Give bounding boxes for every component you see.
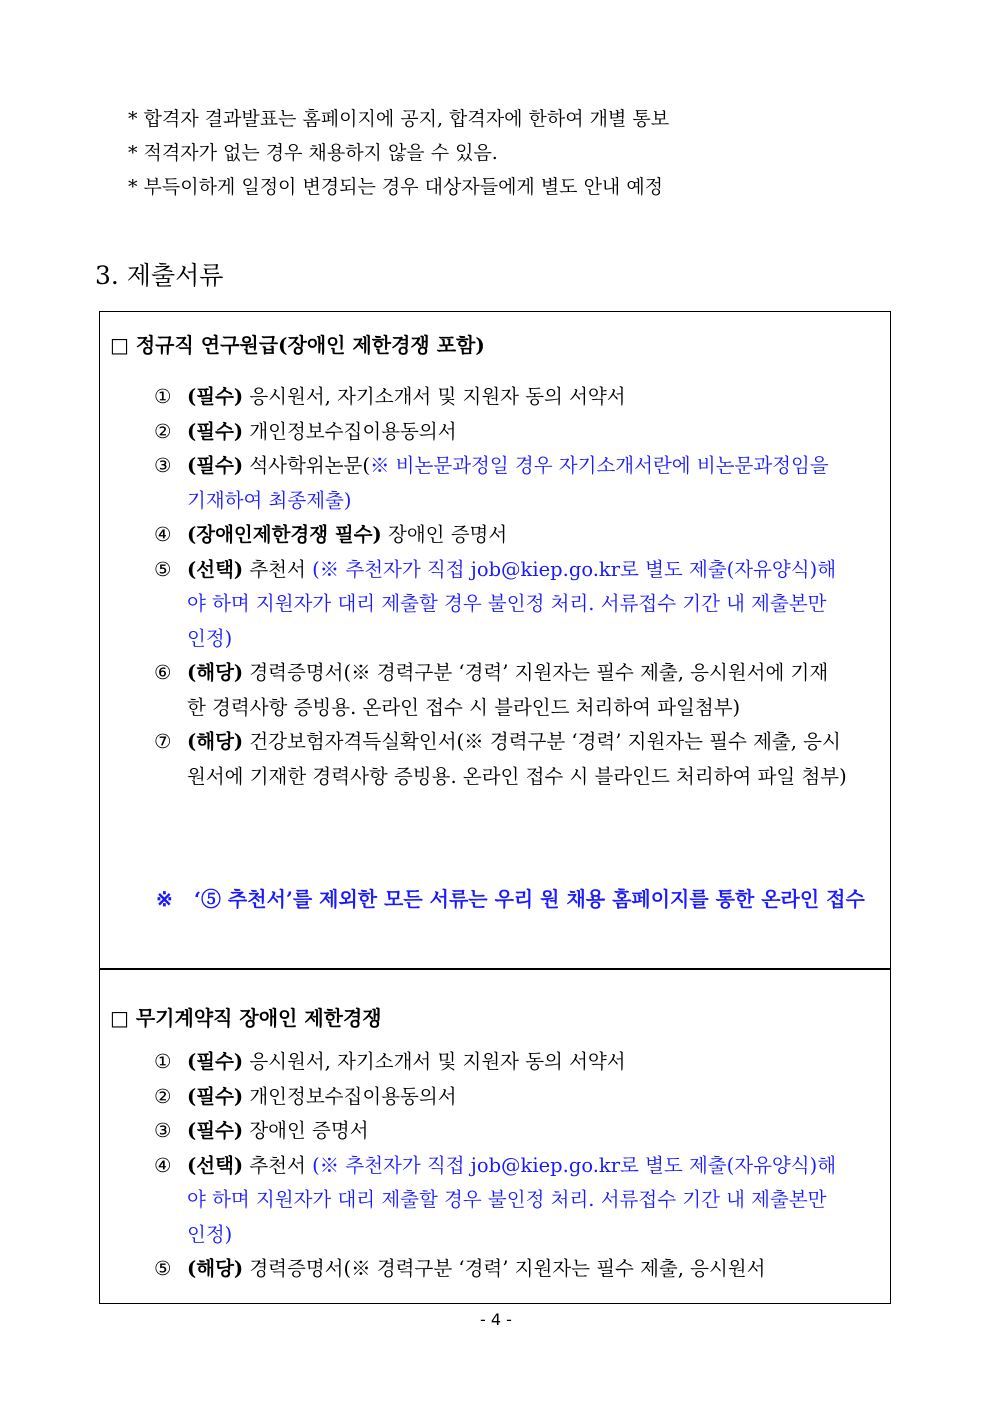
item-text: 응시원서, 자기소개서 및 지원자 동의 서약서 <box>243 1050 626 1073</box>
item-text: 장애인 증명서 <box>243 1119 369 1142</box>
list-item <box>154 656 847 725</box>
section-title: 3. 제출서류 <box>95 261 224 290</box>
document-list <box>154 1045 847 1287</box>
list-item <box>154 553 847 657</box>
permanent-contract-box <box>99 968 891 1304</box>
regular-position-box <box>99 311 891 970</box>
document-list <box>154 380 847 794</box>
list-item <box>154 725 847 794</box>
notes-list <box>128 102 669 204</box>
page-number: - 4 - <box>480 1310 512 1329</box>
item-text: 건강보험자격득실확인서(※ 경력구분 ‘경력’ 지원자는 필수 제출, 응시원서에 기재한 경력사항 증빙용. 온라인 접수 시 블라인드 처리하여 파일 첨부) <box>187 730 847 788</box>
box-heading: □ 무기계약직 장애인 제한경쟁 <box>110 1006 382 1030</box>
note-item: * 합격자 결과발표는 홈페이지에 공지, 합격자에 한하여 개별 통보 <box>128 108 670 130</box>
item-number: ⑦ <box>154 730 172 753</box>
item-label: (장애인제한경쟁 필수) <box>187 523 382 546</box>
list-item <box>154 380 847 415</box>
item-label: (해당) <box>187 661 244 684</box>
note-item: * 적격자가 없는 경우 채용하지 않을 수 있음. <box>128 142 498 164</box>
item-label: (선택) <box>187 1153 244 1177</box>
box-heading: □ 정규직 연구원급(장애인 제한경쟁 포함) <box>110 333 485 357</box>
item-number: ③ <box>154 454 172 477</box>
item-number: ② <box>154 1084 172 1108</box>
final-note-text: ‘⑤ 추천서’를 제외한 모든 서류는 우리 원 채용 홈페이지를 통한 온라인 접수 <box>194 887 865 911</box>
item-text: 개인정보수집이용동의서 <box>243 419 457 443</box>
list-item <box>154 518 847 553</box>
item-note: (※ 추천자가 직접 job@kiep.go.kr로 별도 제출(자유양식)해야 하며 지원자가 대리 제출할 경우 불인정 처리. 서류접수 기간 내 제출본만 인정) <box>187 1153 837 1246</box>
online-submission-note <box>156 882 874 916</box>
item-text: 장애인 증명서 <box>381 523 508 546</box>
list-item <box>154 1080 847 1115</box>
item-number: ③ <box>154 1119 172 1142</box>
item-text: 석사학위논문( <box>243 454 370 477</box>
item-label: (선택) <box>187 557 244 581</box>
item-text: 경력증명서(※ 경력구분 ‘경력’ 지원자는 필수 제출, 응시원서에 기재한 경력사항 증빙용. 온라인 접수 시 블라인드 처리하여 파일첨부) <box>187 661 829 719</box>
list-item <box>154 415 847 450</box>
item-number: ② <box>154 419 172 443</box>
list-item <box>154 1045 847 1080</box>
item-number: ④ <box>154 1153 172 1177</box>
item-label: (필수) <box>187 1119 244 1142</box>
list-item <box>154 449 847 518</box>
item-label: (필수) <box>187 419 244 443</box>
item-number: ⑤ <box>154 557 172 581</box>
note-item: * 부득이하게 일정이 변경되는 경우 대상자들에게 별도 안내 예정 <box>128 176 664 198</box>
item-text: 응시원서, 자기소개서 및 지원자 동의 서약서 <box>243 385 626 408</box>
item-text: 개인정보수집이용동의서 <box>243 1084 457 1108</box>
item-text: 경력증명서(※ 경력구분 ‘경력’ 지원자는 필수 제출, 응시원서 <box>243 1257 766 1280</box>
list-item <box>154 1149 847 1253</box>
item-label: (필수) <box>187 454 244 477</box>
item-number: ⑤ <box>154 1257 172 1280</box>
item-number: ⑥ <box>154 661 172 684</box>
item-label: (필수) <box>187 1050 244 1073</box>
reference-mark: ※ <box>156 887 173 911</box>
item-label: (필수) <box>187 385 244 408</box>
list-item <box>154 1114 847 1149</box>
item-text: 추천서 <box>243 557 313 581</box>
item-number: ① <box>154 385 172 408</box>
item-number: ④ <box>154 523 172 546</box>
item-note: ※ 비논문과정일 경우 자기소개서란에 비논문과정임을 기재하여 최종제출) <box>187 454 829 512</box>
item-text: 추천서 <box>243 1153 313 1177</box>
item-label: (해당) <box>187 1257 244 1280</box>
item-number: ① <box>154 1050 172 1073</box>
item-label: (해당) <box>187 730 244 753</box>
list-item <box>154 1252 847 1287</box>
item-note: (※ 추천자가 직접 job@kiep.go.kr로 별도 제출(자유양식)해야 하며 지원자가 대리 제출할 경우 불인정 처리. 서류접수 기간 내 제출본만 인정) <box>187 557 837 650</box>
item-label: (필수) <box>187 1084 244 1108</box>
